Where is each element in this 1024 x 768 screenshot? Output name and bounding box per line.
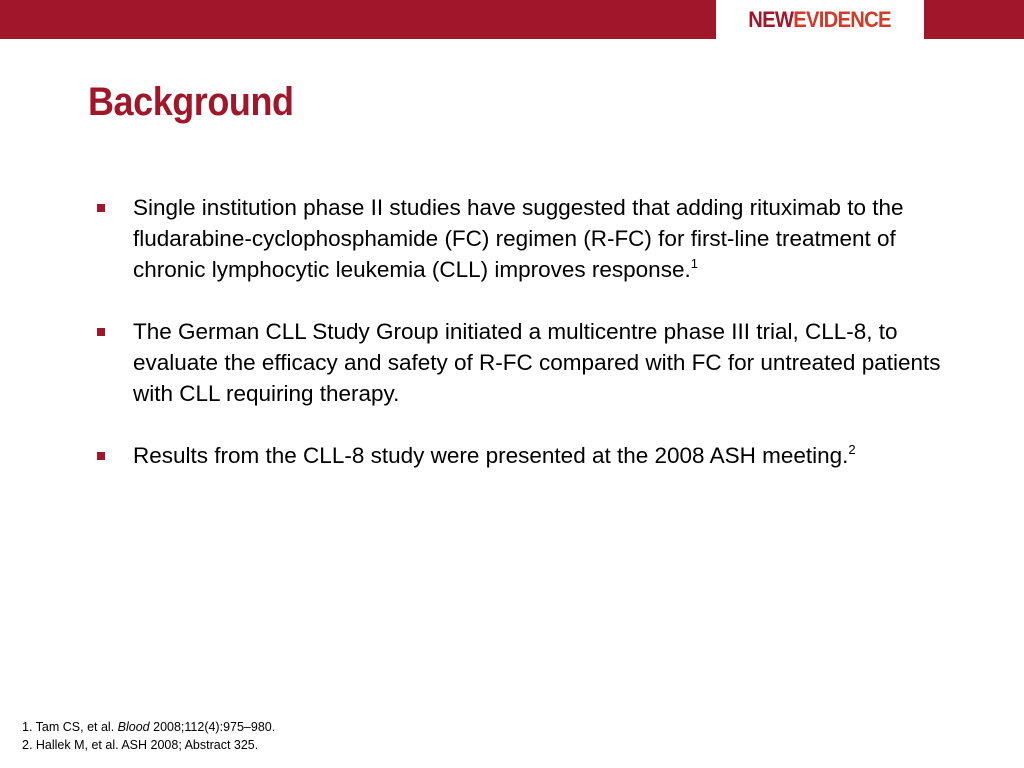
bullet-text: Single institution phase II studies have suggested that adding rituximab to the fludarabine-cyclophosphamide (FC) regimen (R-FC) for first-line treatment of chronic lymphocytic leukemia (CLL) improves response.: [133, 195, 904, 282]
reference-prefix: 1. Tam CS, et al.: [22, 720, 118, 734]
slide-title: Background: [88, 80, 294, 124]
reference-prefix: 2. Hallek M, et al. ASH 2008; Abstract 325.: [22, 738, 259, 752]
logo-part-new: NEW: [748, 6, 794, 32]
square-bullet-icon: [97, 452, 105, 460]
bullet-item: [97, 192, 957, 285]
bullet-text: Results from the CLL-8 study were presented at the 2008 ASH meeting.: [133, 443, 849, 468]
reference-item: [22, 736, 275, 754]
bullet-list: [97, 192, 957, 502]
header-bar: [0, 0, 1024, 39]
logo-text: [749, 7, 892, 33]
citation-superscript: 2: [848, 442, 856, 457]
bullet-item: [97, 440, 957, 471]
newevidence-logo: [716, 0, 924, 39]
reference-suffix: 2008;112(4):975–980.: [149, 720, 276, 734]
square-bullet-icon: [97, 204, 105, 212]
references: [22, 718, 275, 754]
bullet-item: [97, 316, 957, 409]
reference-journal: Blood: [117, 720, 150, 734]
logo-part-evidence: EVIDENCE: [793, 6, 892, 32]
reference-item: [22, 718, 275, 736]
citation-superscript: 1: [690, 256, 698, 271]
bullet-text: The German CLL Study Group initiated a multicentre phase III trial, CLL-8, to evaluate the efficacy and safety of R-FC compared with FC for untreated patients with CLL requiring therapy.: [133, 319, 941, 406]
square-bullet-icon: [97, 328, 105, 336]
